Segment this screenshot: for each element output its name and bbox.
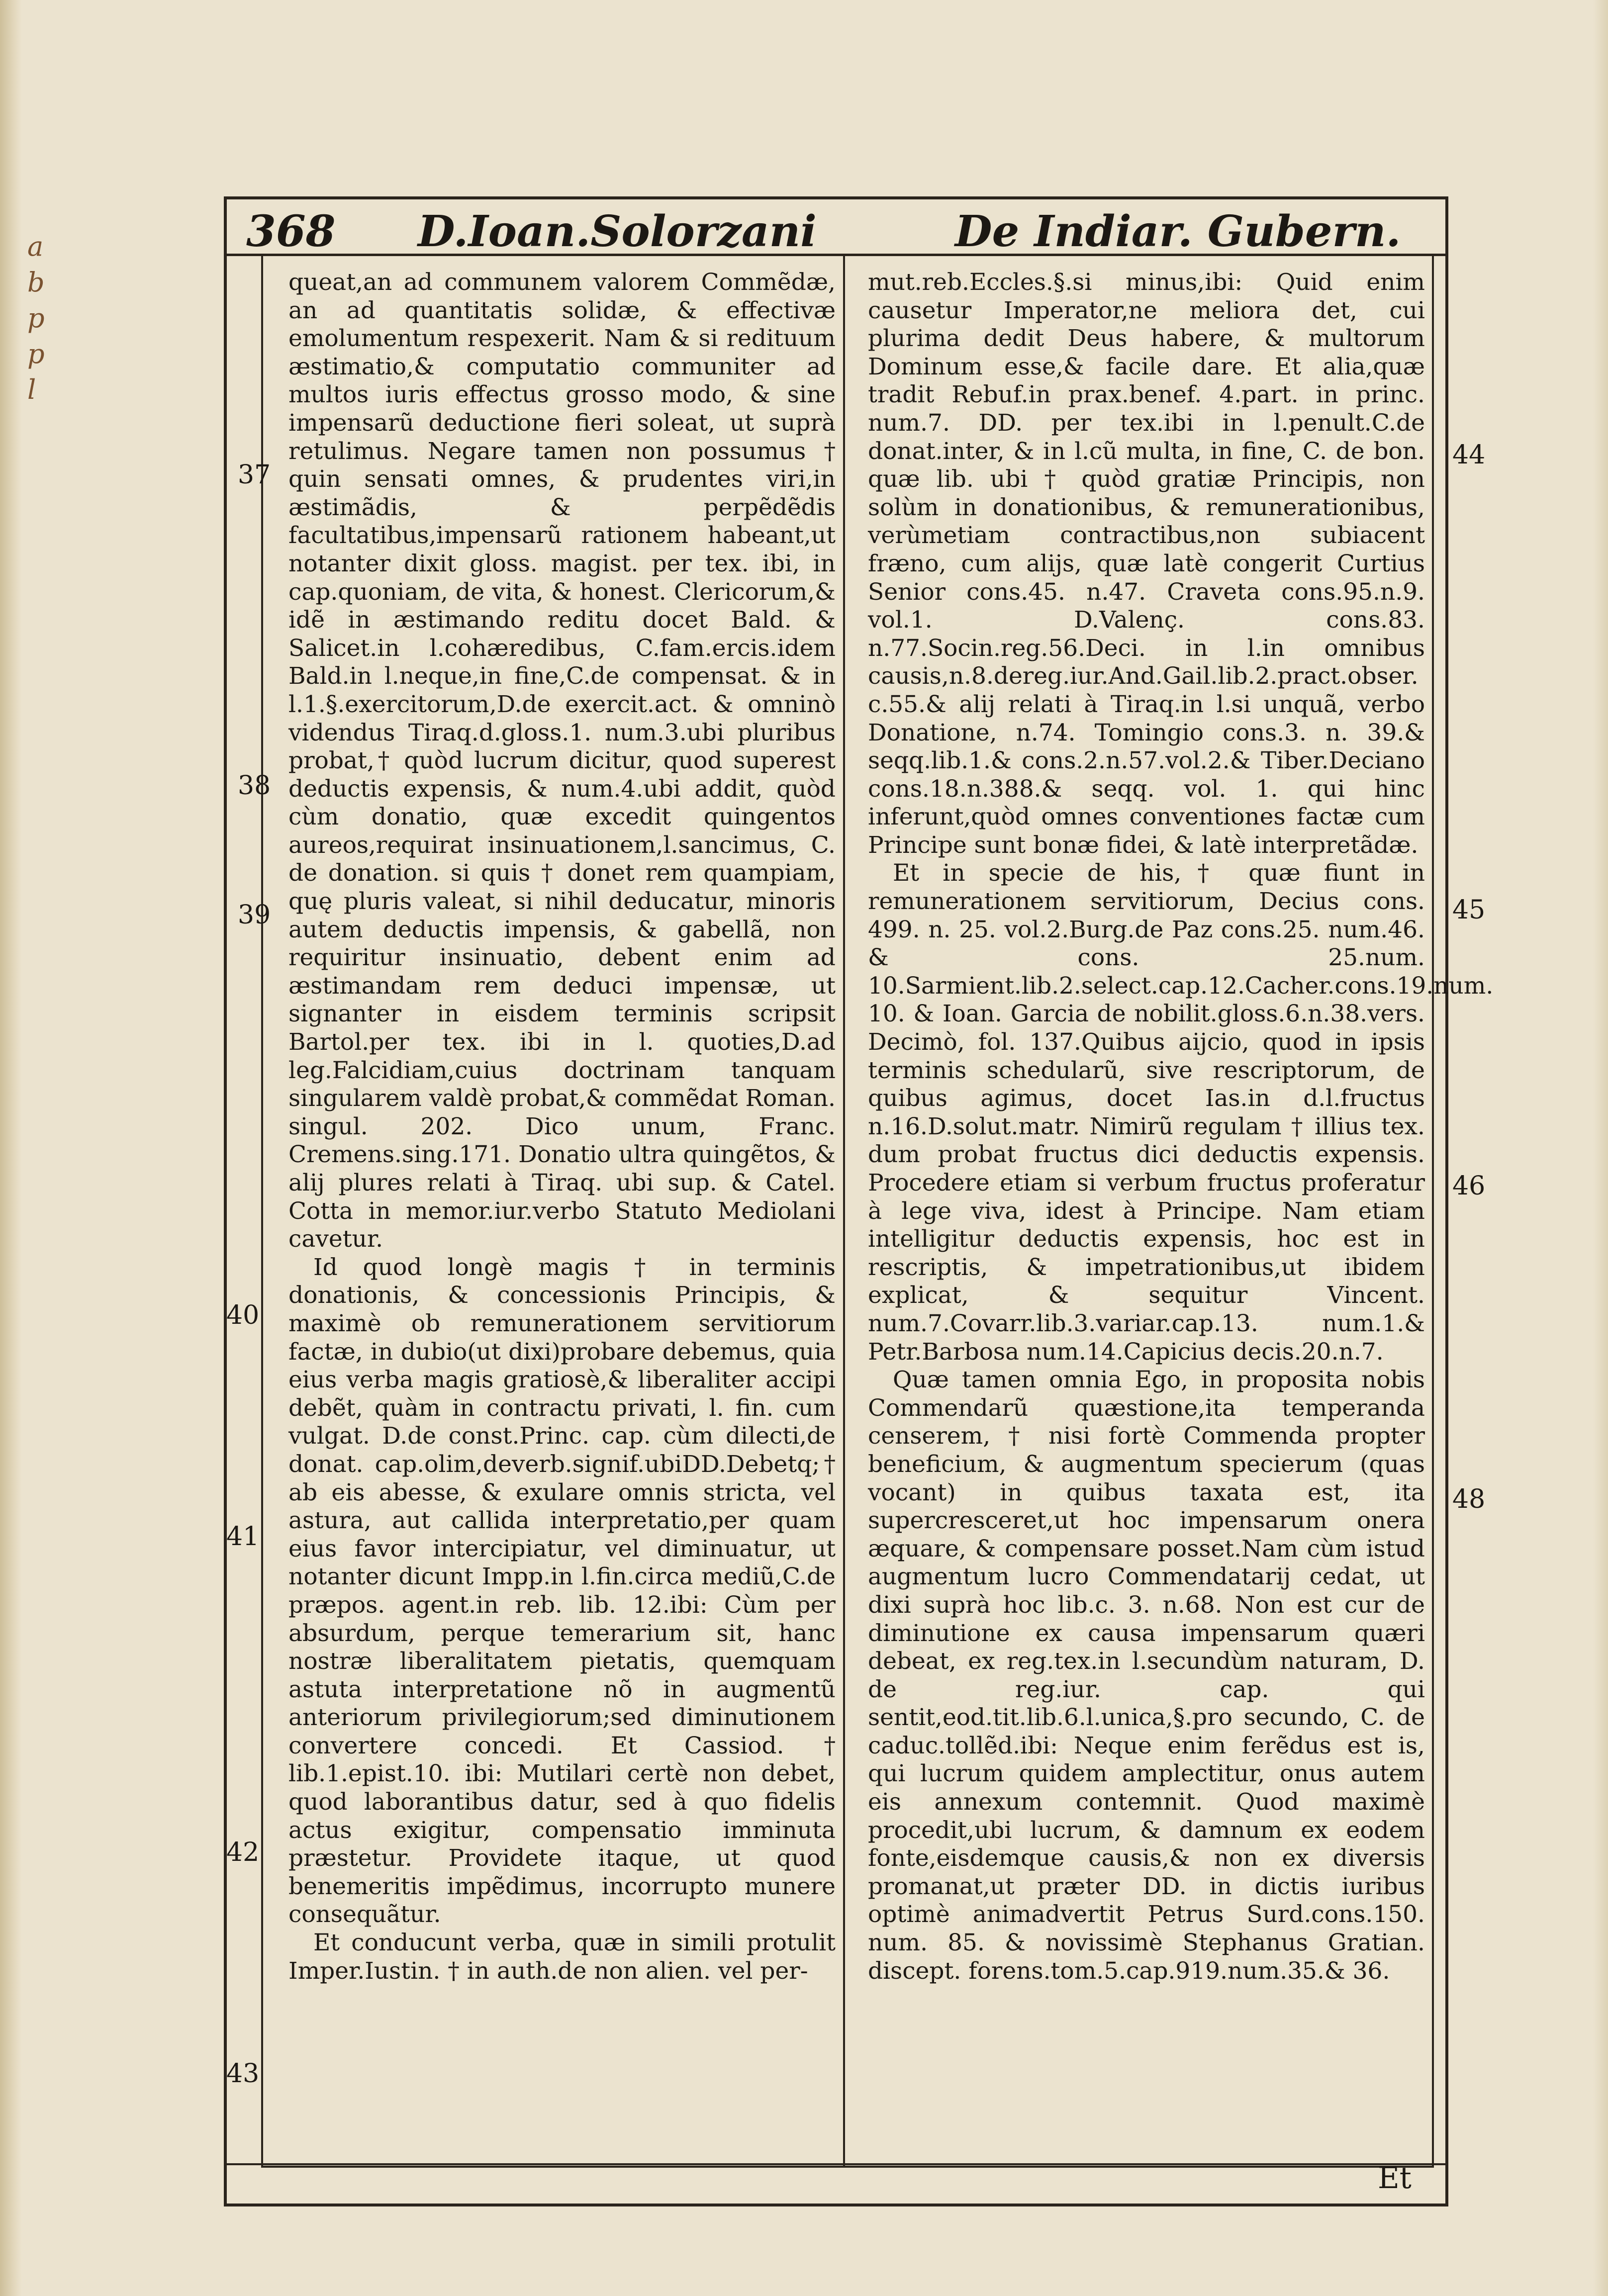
paragraph: mut.reb.Eccles.§.si minus,ibi: Quid enim causetur Imperator,ne meliora det, cui plurima dedit Deus habere, & multorum Dominum esse,& facile dare. Et alia,quæ tradit Rebuf.in prax.benef. 4.part. in princ. num.7. DD. per tex.ibi in l.penult.C.de donat.inter, & in l.cũ multa, in fine, C. de bon. quæ lib. ubi † quòd gratiæ Principis, non solùm in donationibus, & remunerationibus, verùmetiam contractibus,non subiacent fræno, cum alijs, quæ latè congerit Curtius Senior cons.45. n.47. Craveta cons.95.n.9. vol.1. D.Valenç. cons.83. n.77.Socin.reg.56.Deci. in l.in omnibus causis,n.8.dereg.iur.And.Gail.lib.2.pract.obser. c.55.& alij relati à Tiraq.in l.si unquã, verbo Donatione, n.74. Tomingio cons.3. n. 39.& seqq.lib.1.& cons.2.n.57.vol.2.& Tiber.Deciano cons.18.n.388.& seqq. vol. 1. qui hinc inferunt,quòd omnes conventiones factæ cum Principe sunt bonæ fidei, & latè interpretãdæ. <box>868 269 1425 859</box>
margin-number: 39 <box>238 900 271 930</box>
footer-rule <box>224 2163 1445 2165</box>
margin-number: 44 <box>1452 440 1486 470</box>
handwritten-letter: b <box>27 267 45 298</box>
margin-number: 37 <box>238 460 271 490</box>
margin-number: 45 <box>1452 895 1486 925</box>
paragraph: Id quod longè magis † in terminis donationis, & concessionis Principis, & maximè ob remunerationem servitiorum factæ, in dubio(ut dixi)probare debemus, quia eius verba magis gratiosè,& liberaliter accipi debẽt, quàm in contractu privati, l. fin. cum vulgat. D.de const.Princ. cap. cùm dilecti,de donat. cap.olim,deverb.signif.ubiDD.Debetq;† ab eis abesse, & exulare omnis stricta, vel astura, aut callida interpretatio,per quam eius favor intercipiatur, vel diminuatur, ut notanter dicunt Impp.in l.fin.circa mediũ,C.de præpos. agent.in reb. lib. 12.ibi: Cùm per absurdum, perque temerarium sit, hanc nostræ liberalitatem pietatis, quemquam astuta interpretatione nõ in augmentũ anteriorum privilegiorum;sed diminutionem convertere concedi. Et Cassiod.† lib.1.epist.10. ibi: Mutilari certè non debet, quod laborantibus datur, sed à quo fidelis actus exigitur, compensatio imminuta præstetur. Providete itaque, ut quod benemeritis impẽdimus, incorrupto munere consequãtur. <box>288 1253 836 1929</box>
margin-handwriting <box>27 229 62 408</box>
handwritten-letter: p <box>27 338 45 369</box>
running-title: De Indiar. Gubern. <box>955 206 1401 257</box>
column-divider <box>843 256 845 2166</box>
page-number: 368 <box>246 206 336 257</box>
margin-number: 41 <box>226 1522 260 1552</box>
margin-number: 42 <box>226 1837 260 1867</box>
handwritten-letter: a <box>27 231 44 262</box>
handwritten-letter: l <box>27 374 36 405</box>
margin-number: 38 <box>238 771 271 801</box>
margin-number: 48 <box>1452 1484 1486 1514</box>
margin-number: 43 <box>226 2059 260 2089</box>
page-gutter <box>0 0 22 2296</box>
paragraph: Et conducunt verba, quæ in simili protulit Imper.Iustin. † in auth.de non alien. vel per- <box>288 1929 836 1985</box>
paragraph: queat,an ad communem valorem Commẽdæ, an ad quantitatis solidæ, & effectivæ emolumentum respexerit. Nam & si redituum æstimatio,& computatio communiter ad multos iuris effectus grosso modo, & sine impensarũ deductione fieri soleat, ut suprà retulimus. Negare tamen non possumus † quin sensati omnes, & prudentes viri,in æstimãdis, & perpẽdẽdis facultatibus,impensarũ rationem habeant,ut notanter dixit gloss. magist. per tex. ibi, in cap.quoniam, de vita, & honest. Clericorum,& idẽ in æstimando reditu docet Bald. & Salicet.in l.cohæredibus, C.fam.ercis.idem Bald.in l.neque,in fine,C.de compensat. & in l.1.§.exercitorum,D.de exercit.act. & omninò videndus Tiraq.d.gloss.1. num.3.ubi pluribus probat,† quòd lucrum dicitur, quod superest deductis expensis, & num.4.ubi addit, quòd cùm donatio, quæ excedit quingentos aureos,requirat insinuationem,l.sancimus, C. de donation. si quis † donet rem quampiam, quę pluris valeat, si nihil deducatur, minoris autem deductis impensis, & gabellã, non requiritur insinuatio, debent enim ad æstimandam rem deduci impensæ, ut signanter in eisdem terminis scripsit Bartol.per tex. ibi in l. quoties,D.ad leg.Falcidiam,cuius doctrinam tanquam singularem valdè probat,& commẽdat Roman. singul. 202. Dico unum, Franc. Cremens.sing.171. Donatio ultra quingẽtos, & alij plures relati à Tiraq. ubi sup. & Catel. Cotta in memor.iur.verbo Statuto Mediolani cavetur. <box>288 269 836 1253</box>
paragraph: Et in specie de his,† quæ fiunt in remunerationem servitiorum, Decius cons. 499. n. 25. vol.2.Burg.de Paz cons.25. num.46. & cons. 25.num. 10.Sarmient.lib.2.select.cap.12.Cacher.cons.19.num. 10. & Ioan. Garcia de nobilit.gloss.6.n.38.vers. Decimò, fol. 137.Quibus aijcio, quod in ipsis terminis schedularũ, sive rescriptorum, de quibus agimus, docet Ias.in d.l.fructus n.16.D.solut.matr. Nimirũ regulam † illius tex. dum probat fructus dici deductis expensis. Procedere etiam si verbum fructus proferatur à lege viva, idest à Principe. Nam etiam intelligitur deductis expensis, hoc est in rescriptis, & impetrationibus,ut ibidem explicat, & sequitur Vincent. num.7.Covarr.lib.3.variar.cap.13. num.1.& Petr.Barbosa num.14.Capicius decis.20.n.7. <box>868 859 1494 1366</box>
page-edge <box>1593 0 1608 2296</box>
running-author: D.Ioan.Solorzani <box>418 206 817 257</box>
margin-number: 40 <box>226 1300 260 1330</box>
paragraph: Quæ tamen omnia Ego, in proposita nobis Commendarũ quæstione,ita temperanda censerem, † nisi fortè Commenda propter beneficium, & augmentum specierum (quas vocant) in quibus taxata est, ita supercresceret,ut hoc impensarum onera æquare, & compensare posset.Nam cùm istud augmentum lucro Commendatarij cedat, ut dixi suprà hoc lib.c. 3. n.68. Non est cur de diminutione ex causa impensarum quæri debeat, ex reg.tex.in l.secundùm naturam, D. de reg.iur. cap. qui sentit,eod.tit.lib.6.l.unica,§.pro secundo, C. de caduc.tollẽd.ibi: Neque enim ferẽdus est is, qui lucrum quidem amplectitur, onus autem eis annexum contemnit. Quod maximè procedit,ubi lucrum, & damnum ex eodem fonte,eisdemque causis,& non ex diversis promanat,ut præter DD. in dictis iuribus optimè animadvertit Petrus Surd.cons.150. num. 85. & novissimè Stephanus Gratian. discept. forens.tom.5.cap.919.num.35.& 36. <box>868 1366 1425 1985</box>
handwritten-letter: p <box>27 302 45 334</box>
margin-number: 46 <box>1452 1171 1486 1201</box>
catchword: Et <box>1378 2161 1412 2196</box>
left-column <box>288 269 836 2158</box>
